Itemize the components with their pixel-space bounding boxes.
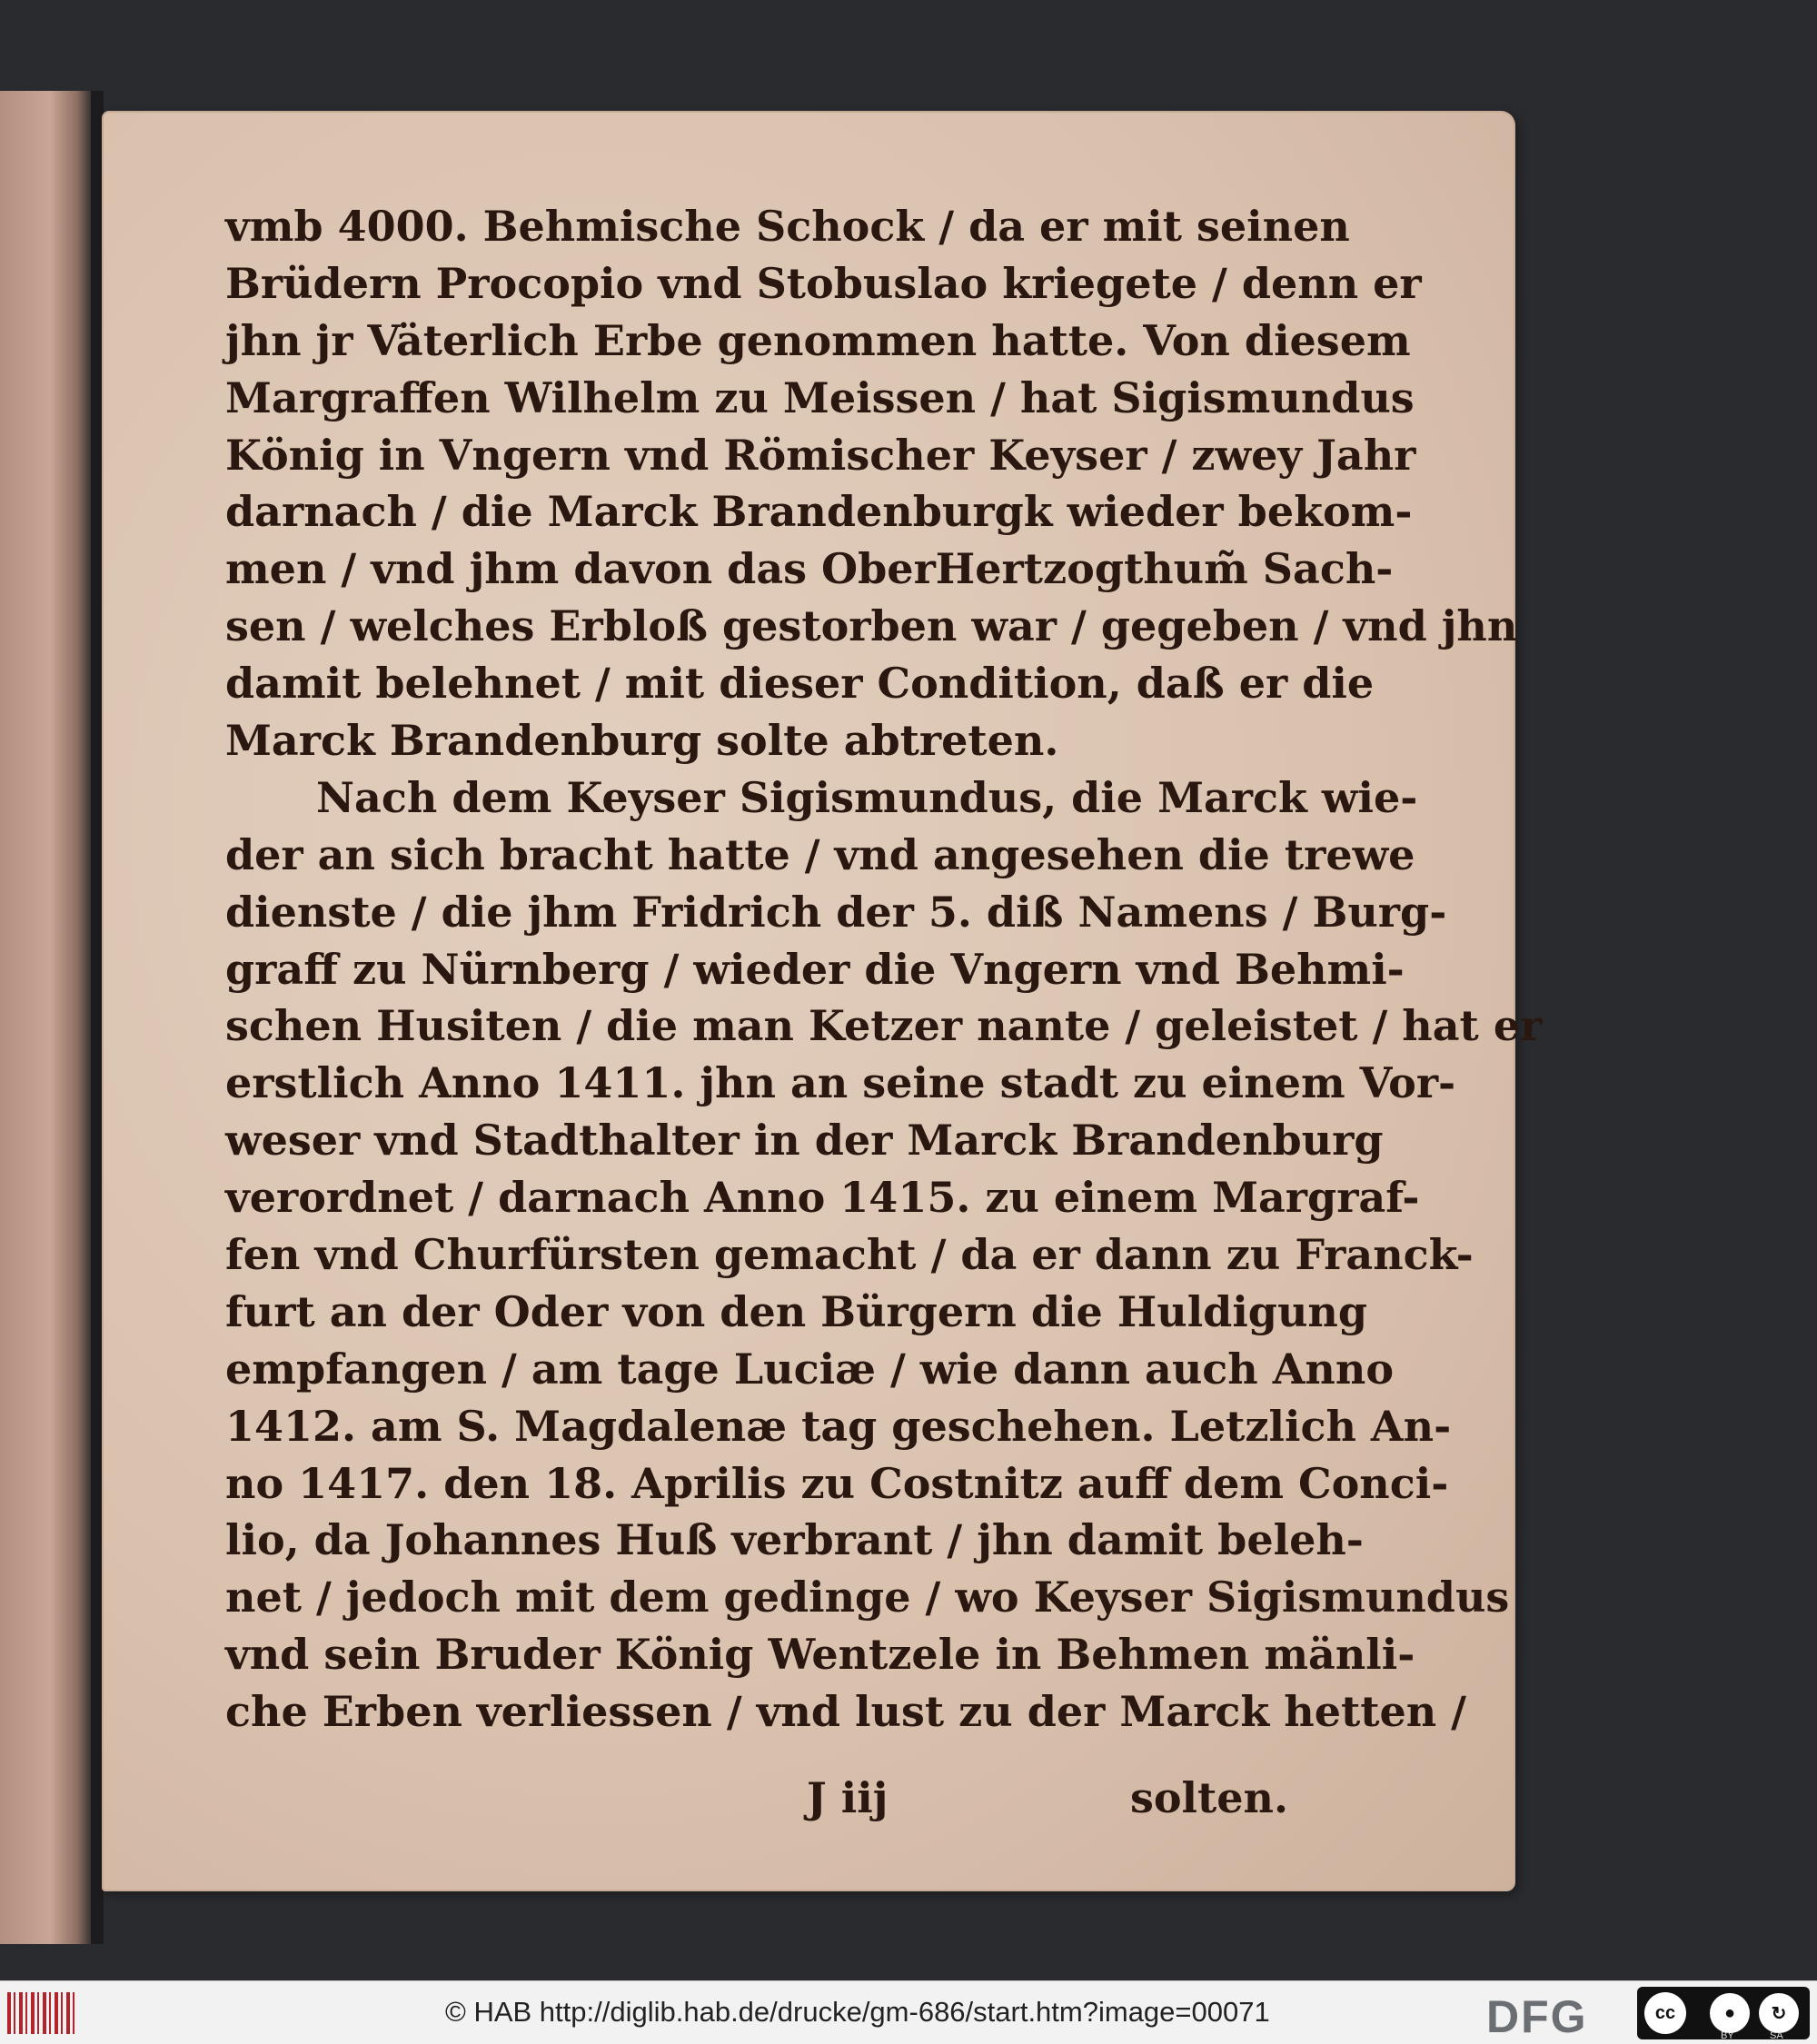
text-line: empfangen / am tage Luciæ / wie dann auch Anno xyxy=(225,1344,1395,1394)
text-line: jhn jr Väterlich Erbe genommen hatte. Von diesem xyxy=(225,315,1411,365)
text-line: darnach / die Marck Brandenburgk wieder bekom- xyxy=(225,487,1413,537)
page-text xyxy=(225,198,1543,1741)
text-line: Brüdern Procopio vnd Stobuslao kriegete / denn er xyxy=(225,258,1422,308)
text-line: Marck Brandenburg solte abtreten. xyxy=(225,716,1059,766)
sa-label: SA xyxy=(1770,2030,1783,2041)
text-line: König in Vngern vnd Römischer Keyser / zwey Jahr xyxy=(225,430,1416,480)
text-line: lio, da Johannes Huß verbrant / jhn damit beleh- xyxy=(225,1515,1364,1565)
by-label: BY xyxy=(1721,2030,1734,2041)
signature-mark: J iij xyxy=(807,1773,889,1822)
catchword: solten. xyxy=(1129,1773,1288,1822)
text-line: Nach dem Keyser Sigismundus, die Marck wie- xyxy=(316,772,1418,822)
facing-page-edge xyxy=(0,91,91,1944)
hab-logo[interactable] xyxy=(7,1992,76,2034)
text-line: verordnet / darnach Anno 1415. zu einem Margraf- xyxy=(225,1173,1420,1223)
text-line: furt an der Oder von den Bürgern die Huldigung xyxy=(225,1286,1368,1336)
text-line: Margraffen Wilhelm zu Meissen / hat Sigismundus xyxy=(225,372,1415,422)
copyright-link[interactable]: © HAB http://diglib.hab.de/drucke/gm-686/start.htm?image=00071 xyxy=(445,1996,1270,2028)
share-alike-icon: ↻ xyxy=(1759,1993,1799,2033)
dfg-logo[interactable]: DFG xyxy=(1486,1991,1588,2042)
text-line: erstlich Anno 1411. jhn an seine stadt zu einem Vor- xyxy=(225,1058,1456,1108)
text-line: vnd sein Bruder König Wentzele in Behmen mänli- xyxy=(225,1630,1415,1680)
attribution-bar xyxy=(0,1980,1817,2044)
text-line: che Erben verliessen / vnd lust zu der Marck hetten / xyxy=(225,1687,1466,1737)
text-line: vmb 4000. Behmische Schock / da er mit seinen xyxy=(225,202,1350,251)
text-line: net / jedoch mit dem gedinge / wo Keyser Sigismundus xyxy=(225,1573,1510,1622)
cc-icon: cc xyxy=(1644,1992,1686,2034)
text-line: dienste / die jhm Fridrich der 5. diß Namens / Burg- xyxy=(225,887,1447,937)
text-line: men / vnd jhm davon das OberHertzogthum̃ Sach- xyxy=(225,544,1394,594)
text-line: fen vnd Churfürsten gemacht / da er dann zu Franck- xyxy=(225,1230,1474,1280)
text-line: schen Husiten / die man Ketzer nante / geleistet / hat er xyxy=(225,1001,1543,1051)
text-line: der an sich bracht hatte / vnd angesehen die trewe xyxy=(225,829,1415,879)
cc-license-badge[interactable] xyxy=(1637,1987,1810,2039)
by-attribution-icon: ● xyxy=(1710,1993,1750,2033)
text-line: sen / welches Erbloß gestorben war / gegeben / vnd jhn xyxy=(225,601,1518,651)
text-line: weser vnd Stadthalter in der Marck Brandenburg xyxy=(225,1116,1384,1166)
text-line: no 1417. den 18. Aprilis zu Costnitz auff dem Conci- xyxy=(225,1458,1449,1508)
text-line: damit belehnet / mit dieser Condition, daß er die xyxy=(225,659,1375,709)
page-footer-line xyxy=(225,1773,1297,1831)
text-line: graff zu Nürnberg / wieder die Vngern vnd Behmi- xyxy=(225,944,1405,994)
text-line: 1412. am S. Magdalenæ tag geschehen. Letzlich An- xyxy=(225,1401,1452,1451)
